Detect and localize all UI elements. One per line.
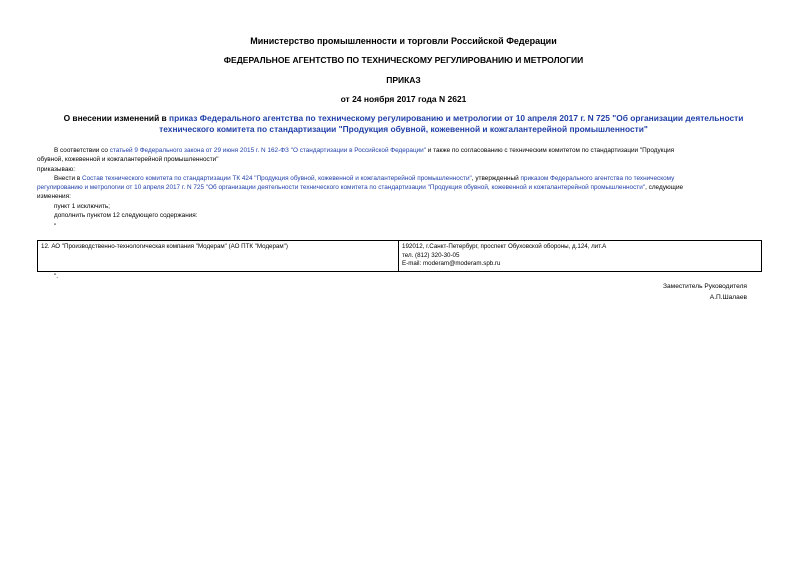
paragraph-1-line2: обувной, кожевенной и кожгалантерейной промышленности"	[37, 156, 219, 163]
organization-cell: 12. АО "Производственно-технологическая компания "Модерам" (АО ПТК "Модерам")	[38, 241, 399, 272]
address-text: 192012, г.Санкт-Петербург, проспект Обуховской обороны, д.124, лит.А	[402, 243, 607, 250]
email-text: E-mail: moderam@moderam.spb.ru	[402, 260, 501, 267]
amendment-table	[37, 240, 762, 272]
paragraph-2-line2: регулированию и метрологии от 10 апреля 2017 г. N 725 "Об организации деятельности технического комитета по стандартизации "Продукция обувной, кожевенной и кожгалантерейной промышленности", следующие	[37, 184, 684, 191]
item-1: пункт 1 исключить;	[54, 203, 111, 210]
phone-text: тел. (812) 320-30-05	[402, 251, 460, 259]
doc-title-line2	[0, 124, 807, 135]
signature-name: А.П.Шалаев	[709, 294, 747, 301]
quote-close: ".	[54, 273, 59, 280]
contacts-cell	[399, 241, 762, 272]
agency-heading: ФЕДЕРАЛЬНОЕ АГЕНТСТВО ПО ТЕХНИЧЕСКОМУ РЕГУЛИРОВАНИЮ И МЕТРОЛОГИИ	[223, 55, 584, 65]
title-order-link-cont[interactable]: технического комитета по стандартизации "Продукция обувной, кожевенной и кожгалантерейной промышленности"	[159, 124, 648, 134]
quote-open: "	[54, 223, 57, 230]
paragraph-2-line3: изменения:	[37, 193, 71, 200]
paragraph-2-line1: Внести в Состав технического комитета по стандартизации ТК 424 "Продукция обувной, кожевенной и кожгалантерейной промышленности", утвержденный приказом Федерального агентства по техническому	[54, 175, 675, 182]
orders-text: приказываю:	[37, 166, 75, 173]
doc-title-line1	[0, 113, 807, 124]
doc-type-heading: ПРИКАЗ	[386, 75, 421, 85]
table-row	[38, 241, 762, 272]
order-725-link[interactable]: приказом Федерального агентства по техническому	[520, 175, 675, 182]
item-2: дополнить пунктом 12 следующего содержания:	[54, 212, 198, 219]
paragraph-1-line1: В соответствии со статьей 9 Федерального закона от 29 июня 2015 г. N 162-ФЗ "О стандартизации в Российской Федерации" и также по согласованию с техническим комитетом по стандартизации "Продукция	[54, 147, 675, 154]
ministry-heading: Министерство промышленности и торговли Российской Федерации	[250, 36, 557, 46]
title-order-link[interactable]: приказ Федерального агентства по техническому регулированию и метрологии от 10 апреля 2017 г. N 725 "Об организации деятельности	[169, 113, 744, 123]
order-725-link-cont[interactable]: регулированию и метрологии от 10 апреля 2017 г. N 725 "Об организации деятельности технического комитета по стандартизации "Продукция обувной, кожевенной и кожгалантерейной промышленности"	[37, 184, 646, 191]
law-article-link[interactable]: статьей 9 Федерального закона от 29 июня 2015 г. N 162-ФЗ "О стандартизации в Российской Федерации"	[109, 147, 427, 154]
date-number-heading: от 24 ноября 2017 года N 2621	[340, 94, 467, 104]
signature-position: Заместитель Руководителя	[663, 283, 747, 290]
committee-composition-link[interactable]: Состав технического комитета по стандартизации ТК 424 "Продукция обувной, кожевенной и кожгалантерейной промышленности"	[81, 175, 472, 182]
title-prefix: О внесении изменений в	[63, 113, 170, 123]
